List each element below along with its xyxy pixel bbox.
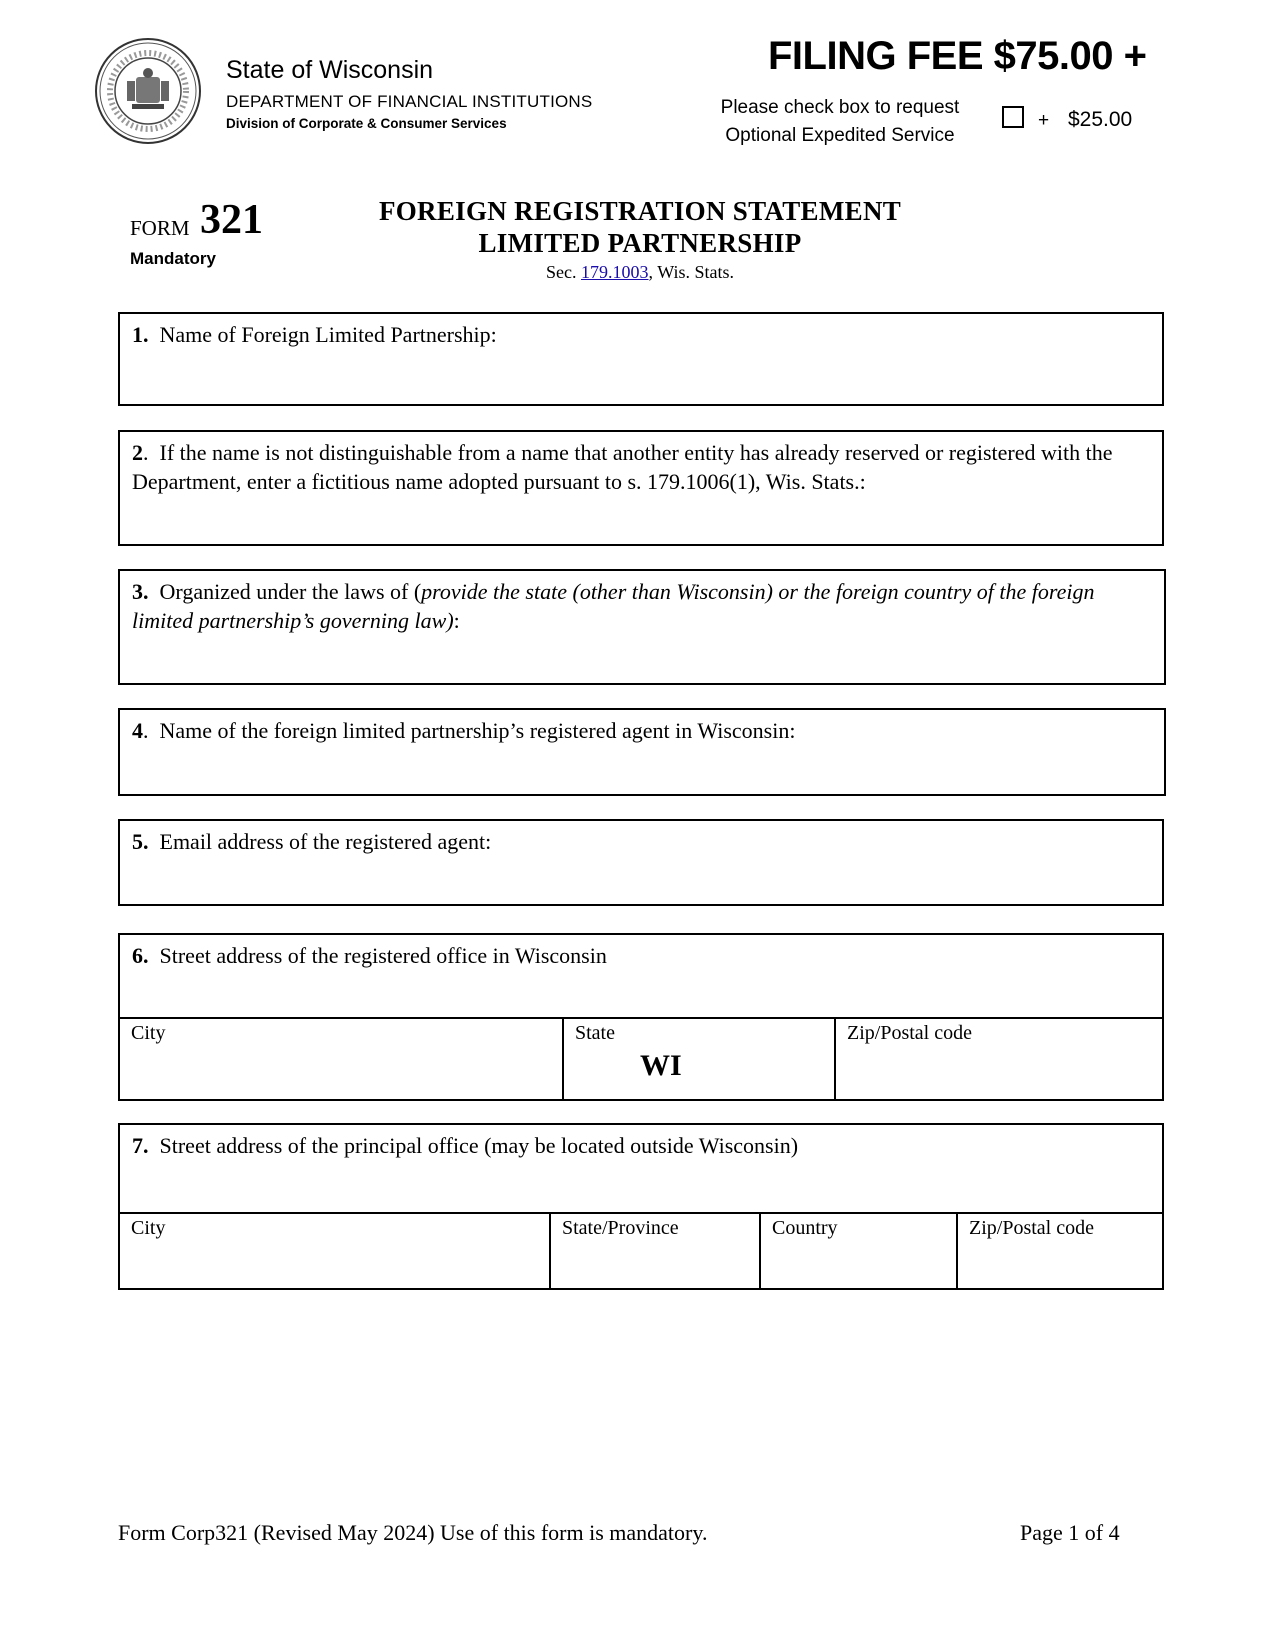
item-1-box	[118, 312, 1164, 406]
expedited-service-note	[700, 94, 980, 150]
registered-office-city-cell[interactable]	[120, 1019, 564, 1099]
filing-fee-title: FILING FEE $75.00 +	[768, 34, 1147, 78]
item-5-text: Email address of the registered agent:	[159, 829, 492, 854]
wisconsin-seal-icon	[94, 37, 202, 145]
expedited-fee-amount: $25.00	[1068, 108, 1133, 131]
partnership-name-input[interactable]	[130, 366, 1152, 398]
expedited-service-checkbox[interactable]	[1002, 106, 1024, 128]
expedited-plus-sign: +	[1038, 110, 1050, 131]
item-6-box	[118, 933, 1164, 1101]
governing-law-input[interactable]	[130, 645, 1154, 677]
fictitious-name-input[interactable]	[130, 506, 1152, 538]
item-6-number: 6.	[132, 943, 149, 968]
registered-office-city-label: City	[131, 1022, 166, 1044]
item-7-text: Street address of the principal office (may be located outside Wisconsin)	[159, 1133, 799, 1158]
statute-link[interactable]: 179.1003	[581, 262, 649, 282]
item-6-label	[132, 941, 1150, 970]
item-6-text: Street address of the registered office in Wisconsin	[159, 943, 607, 968]
footer-form-revision: Form Corp321 (Revised May 2024) Use of this form is mandatory.	[118, 1520, 708, 1545]
statute-suffix: , Wis. Stats.	[648, 262, 734, 282]
item-4-number: 4	[132, 718, 143, 743]
principal-office-country-cell[interactable]	[761, 1214, 958, 1288]
principal-office-zip-label: Zip/Postal code	[969, 1217, 1094, 1239]
statute-reference	[340, 262, 940, 283]
form-title-line-2: LIMITED PARTNERSHIP	[478, 228, 802, 258]
registered-office-zip-cell[interactable]	[836, 1019, 1162, 1099]
footer-page-number: Page 1 of 4	[1020, 1520, 1120, 1545]
principal-office-state-cell[interactable]	[551, 1214, 761, 1288]
item-5-number: 5.	[132, 829, 149, 854]
form-number: 321	[200, 197, 263, 243]
principal-office-country-label: Country	[772, 1217, 838, 1239]
item-2-text: If the name is not distinguishable from a name that another entity has already reserved or registered with the Department, enter a fictitious name adopted pursuant to s. 179.1006(1), Wis. Stats.:	[132, 440, 1113, 494]
form-label: FORM	[130, 216, 190, 240]
principal-office-zip-cell[interactable]	[958, 1214, 1162, 1288]
registered-office-state-value: WI	[640, 1049, 682, 1082]
item-3-text-end: :	[453, 608, 460, 633]
item-5-box	[118, 819, 1164, 906]
item-2-number: 2	[132, 440, 143, 465]
item-7-number: 7.	[132, 1133, 149, 1158]
registered-agent-input[interactable]	[130, 756, 1154, 788]
principal-office-state-label: State/Province	[562, 1217, 679, 1239]
form-title-line-1: FOREIGN REGISTRATION STATEMENT	[378, 196, 902, 226]
principal-office-street-input[interactable]	[130, 1176, 1152, 1208]
agency-state-name: State of Wisconsin	[226, 56, 434, 84]
agent-email-input[interactable]	[130, 866, 1152, 898]
agency-department: DEPARTMENT OF FINANCIAL INSTITUTIONS	[226, 92, 593, 111]
registered-office-state-cell	[564, 1019, 836, 1099]
agency-division: Division of Corporate & Consumer Services	[226, 116, 507, 131]
item-7-box	[118, 1123, 1164, 1290]
registered-office-zip-label: Zip/Postal code	[847, 1022, 972, 1044]
principal-office-city-label: City	[131, 1217, 166, 1239]
principal-office-address-row	[120, 1212, 1162, 1288]
item-1-number: 1.	[132, 322, 149, 347]
item-2-label: 2. If the name is not distinguishable from a name that another entity has already reserved or registered with the Department, enter a fictitious name adopted pursuant to s. 179.1006(1), Wis. Stats.:	[132, 440, 1113, 494]
mandatory-label: Mandatory	[130, 249, 216, 268]
expedited-note-line-1: Please check box to request	[720, 97, 960, 118]
item-3-box	[118, 569, 1166, 685]
item-7-label	[132, 1131, 1150, 1160]
item-3-number: 3.	[132, 579, 149, 604]
item-4-label: 4. Name of the foreign limited partnership’s registered agent in Wisconsin:	[132, 718, 796, 743]
registered-office-street-input[interactable]	[130, 979, 1152, 1011]
item-4-text: Name of the foreign limited partnership’s registered agent in Wisconsin:	[159, 718, 796, 743]
registered-office-state-label: State	[575, 1022, 615, 1044]
item-2-box	[118, 430, 1164, 546]
item-4-box	[118, 708, 1166, 796]
principal-office-city-cell[interactable]	[120, 1214, 551, 1288]
item-3-text: Organized under the laws of (	[159, 579, 422, 604]
statute-prefix: Sec.	[546, 262, 577, 282]
item-1-text: Name of Foreign Limited Partnership:	[159, 322, 497, 347]
item-1-label	[132, 320, 1150, 349]
expedited-note-line-2: Optional Expedited Service	[725, 125, 955, 146]
item-5-label	[132, 827, 1150, 856]
registered-office-address-row	[120, 1017, 1162, 1099]
item-3-label	[132, 577, 1152, 635]
item-3-italic-text: provide the state (other than Wisconsin) or the foreign country of the foreign limited partnership’s governing law)	[132, 579, 1095, 633]
